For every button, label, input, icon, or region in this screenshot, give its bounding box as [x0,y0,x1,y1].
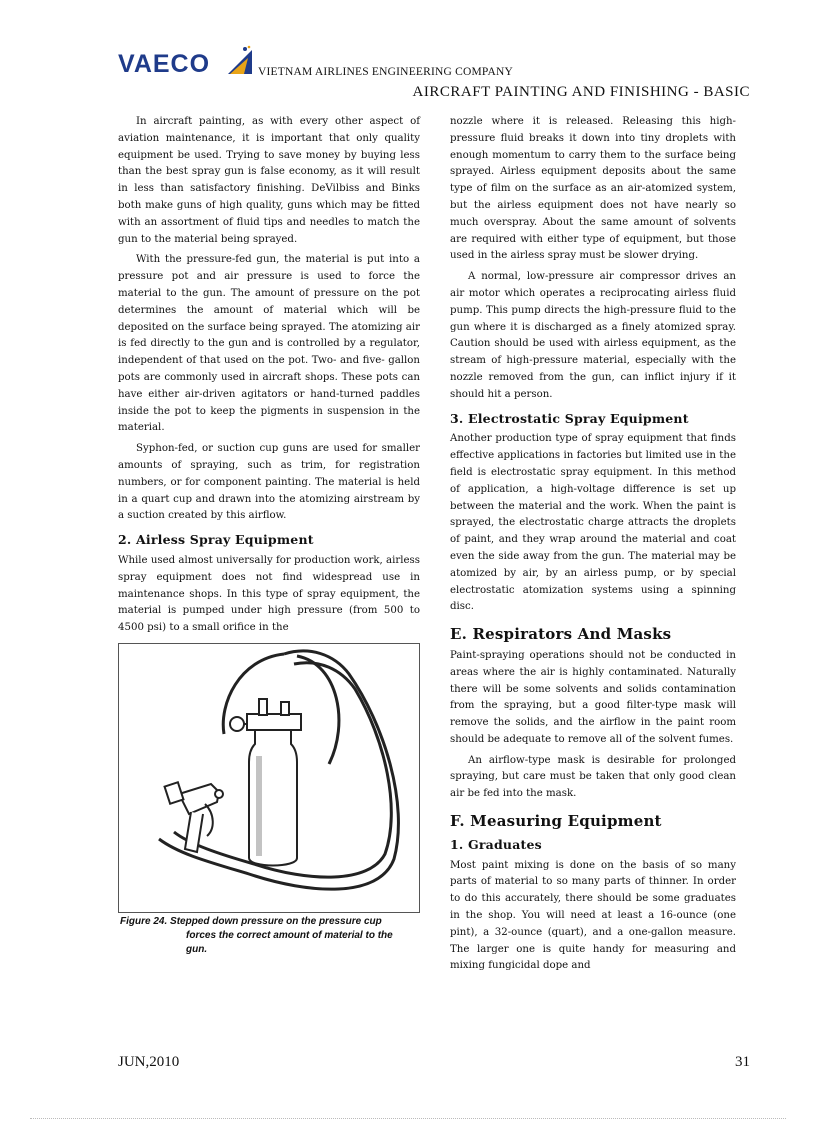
right-column [450,114,736,979]
bottom-divider [30,1118,786,1119]
paragraph: Most paint mixing is done on the basis of so many parts of material to so many parts of thinner. In order to do this accurately, there should be some graduates in the shop. You will need at least a 16-ounce (one pint), a 32-ounce (quart), and a one-gallon measure. The larger one is quite handy for measuring and mixing fungicidal dope and [450,859,736,972]
caption-rest: forces the correct amount of material to the gun. [186,930,393,955]
paragraph: A normal, low-pressure air compressor drives an air motor which operates a reciprocating airless fluid pump. This pump directs the high-pressure fluid to the gun where it is discharged as a finely atomized spray. Caution should be used with airless equipment, as the stream of high-pressure material, especially with the nozzle removed from the gun, can inflict injury if it should hit a person. [450,271,736,400]
section-heading-electrostatic: 3. Electrostatic Spray Equipment [450,410,689,426]
caption-label: Figure 24. [120,916,168,927]
section-heading-graduates: 1. Graduates [450,836,542,852]
document-title: AIRCRAFT PAINTING AND FINISHING - BASIC [412,84,750,100]
paragraph: While used almost universally for production work, airless spray equipment does not find widespread use in maintenance shops. In this type of spray equipment, the material is pumped under high pressure (from 500 to 4500 psi) to a small orifice in the [118,554,420,634]
paragraph: In aircraft painting, as with every other aspect of aviation maintenance, it is important that only quality equipment be used. Trying to save money by buying less than the best spray gun is false economy, as it will result in less than satisfactory finishing. DeVilbiss and Binks both make guns of high quality, guns which may be fitted with an assortment of fluid tips and needles to match the gun to the material being sprayed. [118,116,420,245]
left-column [118,114,420,641]
paragraph: Paint-spraying operations should not be conducted in areas where the air is highly contaminated. Naturally there will be some solvents and solids contamination from the spraying, but a good filter-type mask will remove the solids, and the airflow in the paint room should be adequate to remove all of the solvent fumes. [450,649,736,745]
paragraph: Syphon-fed, or suction cup guns are used for smaller amounts of spraying, such as trim, for registration numbers, or for component painting. The material is held in a quart cup and drawn into the atomizing airstream by a suction created by this airflow. [118,443,420,522]
vaeco-logo [118,50,258,78]
footer-date: JUN,2010 [118,1054,180,1070]
logo-mark-icon [224,44,256,76]
page-number: 31 [735,1054,750,1070]
figure-spray-gun [118,643,420,913]
paragraph: nozzle where it is released. Releasing this high-pressure fluid breaks it down into tiny droplets with enough momentum to carry them to the surface being sprayed. Airless equipment deposits about the same type of film on the surface as an air-atomized system, but the airless equipment does not have nearly so much overspray. About the same amount of solvents are required with either type of equipment, but those used in the airless spray must be slower drying. [450,116,736,262]
logo-text: VAECO [118,50,211,78]
spray-gun-pressure-cup-illustration [119,644,419,912]
paragraph: With the pressure-fed gun, the material is put into a pressure pot and air pressure is used to force the material to the gun. The amount of pressure on the pot determines the amount of material which will be deposited on the surface being sprayed. The atomizing air is fed directly to the gun and is controlled by a regulator, independent of that used on the pot. Two- and five- gallon pots are commonly used in aircraft shops. These pots can have either air-driven agitators or hand-turned paddles inside the pot to keep the pigments in suspension in the material. [118,254,420,434]
company-name: VIETNAM AIRLINES ENGINEERING COMPANY [258,66,513,78]
section-heading-measuring: F. Measuring Equipment [450,812,662,831]
section-heading-airless: 2. Airless Spray Equipment [118,532,314,548]
paragraph: An airflow-type mask is desirable for prolonged spraying, but care must be taken that only good clean air be fed into the mask. [450,754,736,800]
paragraph: Another production type of spray equipment that finds effective applications in factories but limited use in the field is electrostatic spray equipment. In this method of application, a high-voltage difference is set up between the material and the work. When the paint is sprayed, the electrostatic charge attracts the droplets of paint, and they wrap around the material and coat even the side away from the gun. The material may be atomized by air, by an airless pump, or by special electrostatic atomization systems using a spinning disc. [450,433,736,613]
caption-first-line: Stepped down pressure on the pressure cup [170,916,382,927]
section-heading-respirators: E. Respirators And Masks [450,625,672,644]
figure-caption [120,915,416,957]
